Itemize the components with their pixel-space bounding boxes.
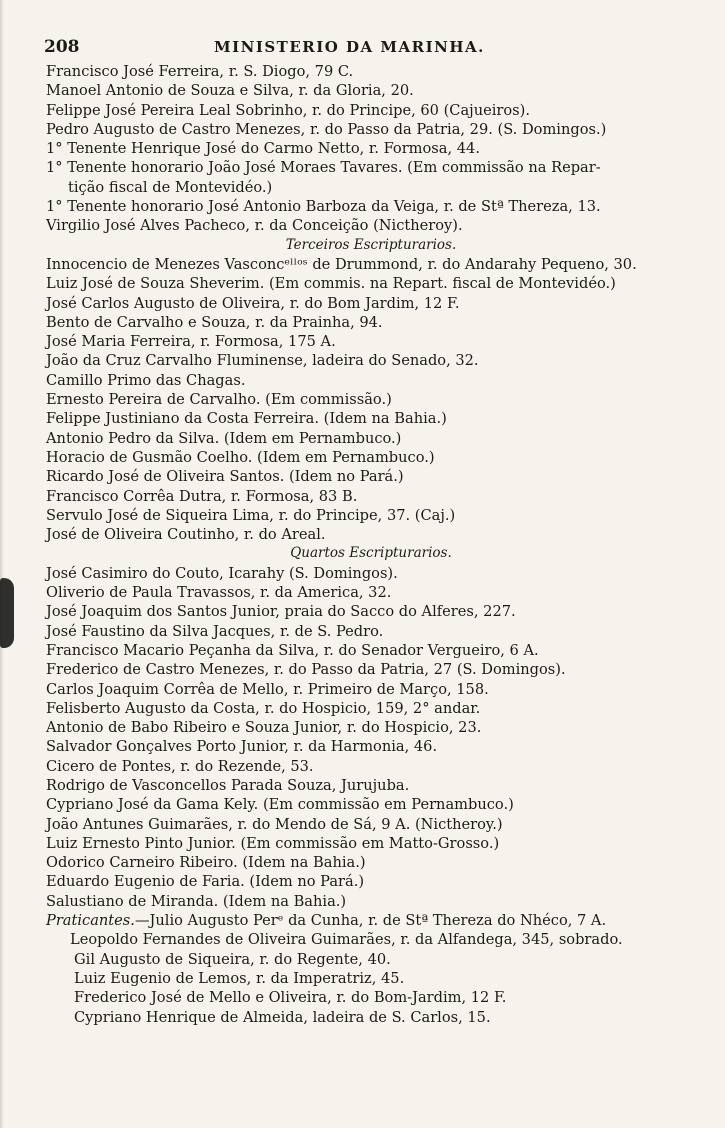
section-heading-quartos: Quartos Escripturarios.: [290, 545, 452, 562]
entry-line: Cypriano José da Gama Kely. (Em commissão em Pernambuco.): [46, 796, 514, 814]
entry-line: Frederico de Castro Menezes, r. do Passo da Patria, 27 (S. Domingos).: [46, 661, 566, 679]
entry-line: Ricardo José de Oliveira Santos. (Idem no Pará.): [46, 468, 404, 486]
entry-line: Servulo José de Siqueira Lima, r. do Principe, 37. (Caj.): [46, 506, 456, 524]
section-terceiros-list: [46, 255, 696, 544]
entry-line: 1° Tenente honorario José Antonio Barboza da Veiga, r. de Stª Thereza, 13.: [46, 198, 601, 216]
entry-line: João Antunes Guimarães, r. do Mendo de Sá, 9 A. (Nictheroy.): [46, 815, 503, 833]
praticantes-label: Praticantes.: [46, 912, 135, 930]
entry-line: Francisco José Ferreira, r. S. Diogo, 79 C.: [46, 63, 354, 80]
page-header: [44, 36, 684, 58]
entry-line: José de Oliveira Coutinho, r. do Areal.: [46, 526, 326, 544]
praticantes-first-entry: —Julio Augusto Perᵉ da Cunha, r. de Stª Thereza do Nhéco, 7 A.: [134, 912, 607, 930]
entry-line: Innocencio de Menezes Vasconcᵉˡˡᵒˢ de Drummond, r. do Andarahy Pequeno, 30.: [46, 255, 637, 273]
ink-blot: [0, 578, 14, 648]
entry-line: Gil Augusto de Siqueira, r. do Regente, 40.: [74, 950, 391, 968]
entry-line: Antonio de Babo Ribeiro e Souza Junior, r. do Hospicio, 23.: [46, 719, 482, 737]
entry-line: Luiz Eugenio de Lemos, r. da Imperatriz, 45.: [74, 969, 405, 987]
entry-line: Carlos Joaquim Corrêa de Mello, r. Primeiro de Março, 158.: [46, 680, 489, 698]
entry-line-continuation: tição fiscal de Montevidéo.): [68, 178, 273, 196]
entry-line: Frederico José de Mello e Oliveira, r. do Bom-Jardim, 12 F.: [74, 989, 507, 1007]
entry-line: Cypriano Henrique de Almeida, ladeira de S. Carlos, 15.: [74, 1008, 491, 1026]
entry-line: Bento de Carvalho e Souza, r. da Prainha, 94.: [46, 313, 383, 331]
entry-line: José Faustino da Silva Jacques, r. de S. Pedro.: [46, 622, 384, 640]
entry-line: José Maria Ferreira, r. Formosa, 175 A.: [46, 333, 336, 351]
entry-line: Camillo Primo das Chagas.: [46, 371, 246, 389]
entry-line: José Joaquim dos Santos Junior, praia do Sacco do Alferes, 227.: [46, 603, 516, 621]
entry-line: Leopoldo Fernandes de Oliveira Guimarães, r. da Alfandega, 345, sobrado.: [70, 931, 623, 949]
entry-line: Eduardo Eugenio de Faria. (Idem no Pará.): [46, 873, 365, 891]
entry-line: Francisco Corrêa Dutra, r. Formosa, 83 B.: [46, 487, 358, 505]
entry-line: João da Cruz Carvalho Fluminense, ladeira do Senado, 32.: [46, 352, 479, 370]
entry-line: 1° Tenente Henrique José do Carmo Netto, r. Formosa, 44.: [46, 140, 480, 158]
entries-top: [46, 62, 696, 236]
page-number: 208: [44, 37, 80, 57]
entry-line: José Casimiro do Couto, Icarahy (S. Domingos).: [46, 564, 398, 582]
page-body: [46, 62, 696, 1027]
entry-line: Francisco Macario Peçanha da Silva, r. do Senador Vergueiro, 6 A.: [46, 641, 539, 659]
section-praticantes: [46, 911, 696, 1027]
entry-line: Ernesto Pereira de Carvalho. (Em commissão.): [46, 391, 392, 409]
entry-line: Salvador Gonçalves Porto Junior, r. da Harmonia, 46.: [46, 738, 438, 756]
section-quartos-list: [46, 564, 696, 911]
entry-line: Pedro Augusto de Castro Menezes, r. do Passo da Patria, 29. (S. Domingos.): [46, 120, 607, 138]
entry-line: José Carlos Augusto de Oliveira, r. do Bom Jardim, 12 F.: [46, 294, 460, 312]
entry-line: Virgilio José Alves Pacheco, r. da Conceição (Nictheroy).: [46, 217, 463, 235]
praticantes-first-line: [46, 911, 696, 930]
entry-line: Cicero de Pontes, r. do Rezende, 53.: [46, 757, 314, 775]
section-heading-terceiros: Terceiros Escripturarios.: [285, 236, 457, 253]
entry-line: Luiz José de Souza Sheverim. (Em commis. na Repart. fiscal de Montevidéo.): [46, 275, 616, 293]
entry-line: Horacio de Gusmão Coelho. (Idem em Pernambuco.): [46, 448, 435, 466]
entry-line: Luiz Ernesto Pinto Junior. (Em commissão em Matto-Grosso.): [46, 834, 500, 852]
entry-line: Odorico Carneiro Ribeiro. (Idem na Bahia.): [46, 854, 366, 872]
entry-line: 1° Tenente honorario João José Moraes Tavares. (Em commissão na Repar-: [46, 159, 601, 177]
entry-line: Felippe Justiniano da Costa Ferreira. (Idem na Bahia.): [46, 410, 447, 428]
entry-line: Antonio Pedro da Silva. (Idem em Pernambuco.): [46, 429, 402, 447]
entry-line: Felisberto Augusto da Costa, r. do Hospicio, 159, 2° andar.: [46, 699, 481, 717]
entry-line: Rodrigo de Vasconcellos Parada Souza, Jurujuba.: [46, 776, 410, 794]
entry-line: Manoel Antonio de Souza e Silva, r. da Gloria, 20.: [46, 82, 414, 100]
entry-line: Salustiano de Miranda. (Idem na Bahia.): [46, 892, 347, 910]
entry-line: Felippe José Pereira Leal Sobrinho, r. do Principe, 60 (Cajueiros).: [46, 101, 530, 119]
page-edge-shadow: [0, 0, 4, 1128]
running-title: MINISTERIO DA MARINHA.: [214, 38, 485, 56]
entry-line: Oliverio de Paula Travassos, r. da America, 32.: [46, 584, 392, 602]
